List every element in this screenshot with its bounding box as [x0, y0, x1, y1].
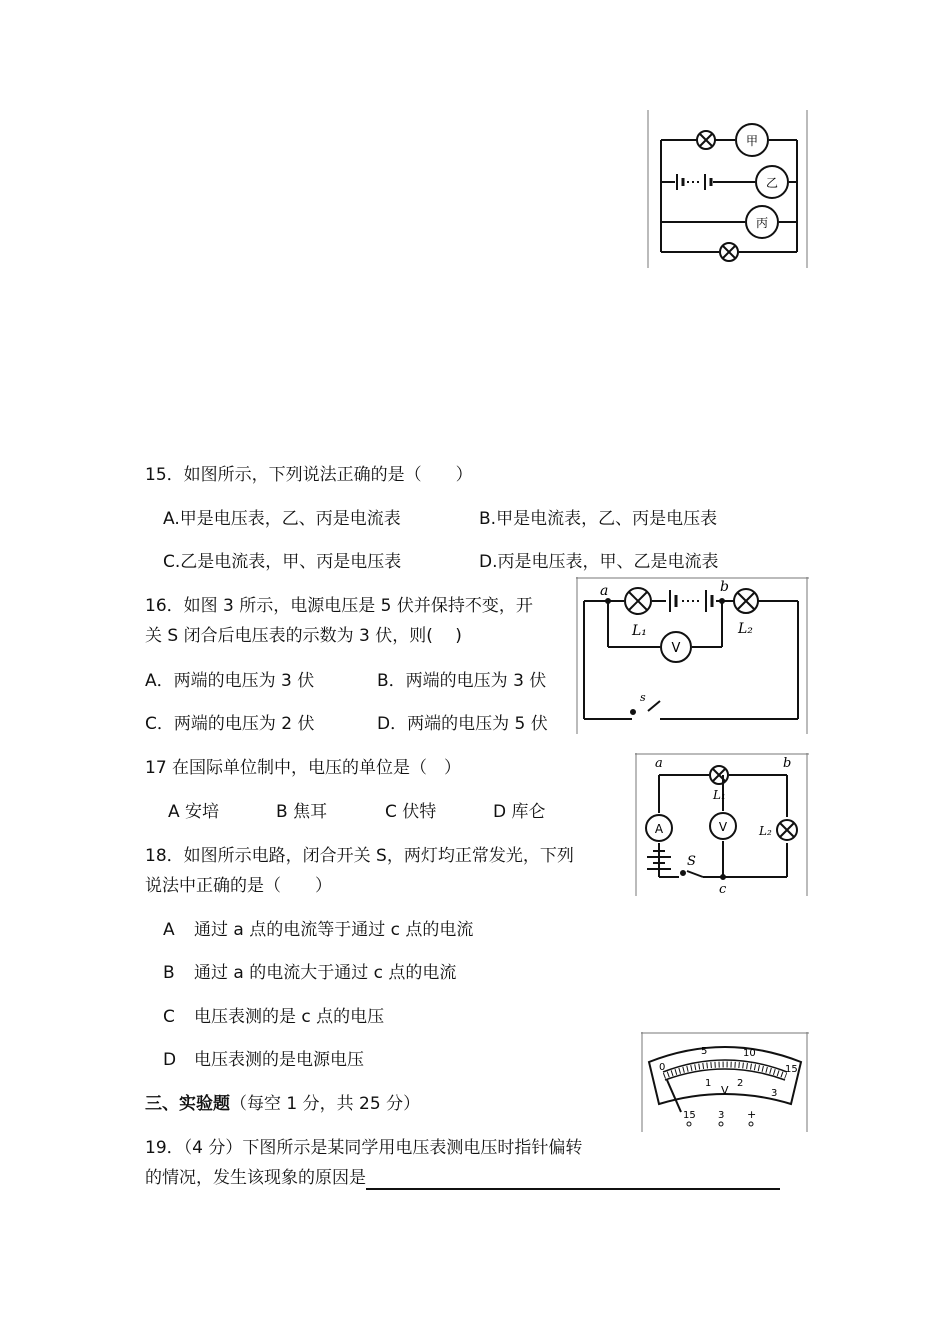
section3-title: 三、实验题 [145, 1094, 230, 1114]
q19-stem-line2-row [145, 1166, 780, 1190]
section3-heading [145, 1092, 420, 1116]
q18-lamp1-label: L₁ [713, 788, 726, 802]
q16-lamp1-label: L₁ [632, 623, 647, 639]
section3-note: （每空 1 分，共 25 分） [230, 1094, 421, 1114]
q18-point-a-label: a [655, 756, 663, 771]
q18-stem-line2: 说法中正确的是（ ） [145, 876, 332, 896]
q18-option-b: 通过 a 的电流大于通过 c 点的电流 [194, 963, 457, 983]
q16-stem-line2: 关 S 闭合后电压表的示数为 3 伏，则( ) [145, 626, 462, 646]
q16-option-d: D．两端的电压为 5 伏 [377, 714, 548, 734]
q19-tick-2: 2 [737, 1078, 744, 1089]
q16-option-b: B．两端的电压为 3 伏 [377, 671, 547, 691]
q15-circuit-figure [647, 110, 809, 268]
q15-option-d: D.丙是电压表，甲、乙是电流表 [479, 552, 719, 572]
q15-stem: 15．如图所示，下列说法正确的是（ ） [145, 465, 473, 485]
q18-lamp2-label: L₂ [759, 824, 772, 838]
q19-answer-blank[interactable] [366, 1168, 780, 1190]
q18-option-a: 通过 a 点的电流等于通过 c 点的电流 [194, 920, 474, 940]
q15-option-a: A.甲是电压表，乙、丙是电流表 [163, 509, 401, 529]
q16-lamp2-label: L₂ [738, 621, 753, 637]
q18-option-c-letter: C [163, 1007, 175, 1027]
q19-terminal-plus: + [747, 1108, 757, 1121]
q15-meter-yi-label: 乙 [765, 176, 779, 190]
q16-voltmeter-label: V [671, 641, 681, 656]
q18-option-a-letter: A [163, 920, 175, 940]
q19-stem-line2: 的情况，发生该现象的原因是 [145, 1168, 366, 1188]
q18-stem-line1: 18．如图所示电路，闭合开关 S，两灯均正常发光，下列 [145, 846, 574, 866]
q16-circuit-figure [576, 577, 809, 734]
q18-point-b-label: b [783, 756, 792, 771]
q19-tick-3: 3 [771, 1088, 778, 1099]
q15-option-b: B.甲是电流表，乙、丙是电压表 [479, 509, 718, 529]
q19-unit-label: V [721, 1084, 729, 1097]
q17-option-c: C 伏特 [385, 802, 437, 822]
q18-voltmeter-label: V [718, 820, 728, 834]
q18-ammeter-label: A [654, 822, 664, 836]
q16-switch-label: s [640, 691, 646, 704]
q15-meter-jia-label: 甲 [745, 134, 759, 148]
q19-terminal-3: 3 [718, 1110, 725, 1121]
q16-point-b-label: b [720, 579, 729, 595]
q17-option-b: B 焦耳 [276, 802, 328, 822]
q16-option-c: C．两端的电压为 2 伏 [145, 714, 315, 734]
q19-stem-line1: 19．（4 分）下图所示是某同学用电压表测电压时指针偏转 [145, 1138, 583, 1158]
q18-option-d-letter: D [163, 1050, 177, 1070]
q15-meter-bing-label: 丙 [755, 216, 769, 230]
q19-tick-5: 5 [701, 1046, 708, 1057]
q19-tick-10: 10 [743, 1048, 756, 1059]
q19-tick-1: 1 [705, 1078, 712, 1089]
q18-option-d: 电压表测的是电源电压 [194, 1050, 364, 1070]
q16-point-a-label: a [600, 583, 609, 599]
q19-tick-15: 15 [785, 1064, 798, 1075]
q17-stem: 17 在国际单位制中，电压的单位是（ ） [145, 758, 462, 778]
q18-circuit-figure [635, 753, 809, 896]
q16-option-a: A．两端的电压为 3 伏 [145, 671, 315, 691]
q19-voltmeter-dial-figure [641, 1032, 809, 1132]
q18-option-c: 电压表测的是 c 点的电压 [194, 1007, 385, 1027]
q19-tick-0: 0 [659, 1062, 666, 1073]
q18-point-c-label: c [719, 882, 727, 896]
q17-option-d: D 库仑 [493, 802, 546, 822]
q18-option-b-letter: B [163, 963, 175, 983]
q19-terminal-15: 15 [683, 1110, 696, 1121]
q16-stem-line1: 16．如图 3 所示，电源电压是 5 伏并保持不变，开 [145, 596, 533, 616]
q15-option-c: C.乙是电流表，甲、丙是电压表 [163, 552, 402, 572]
q18-switch-label: S [687, 854, 696, 869]
q17-option-a: A 安培 [168, 802, 220, 822]
